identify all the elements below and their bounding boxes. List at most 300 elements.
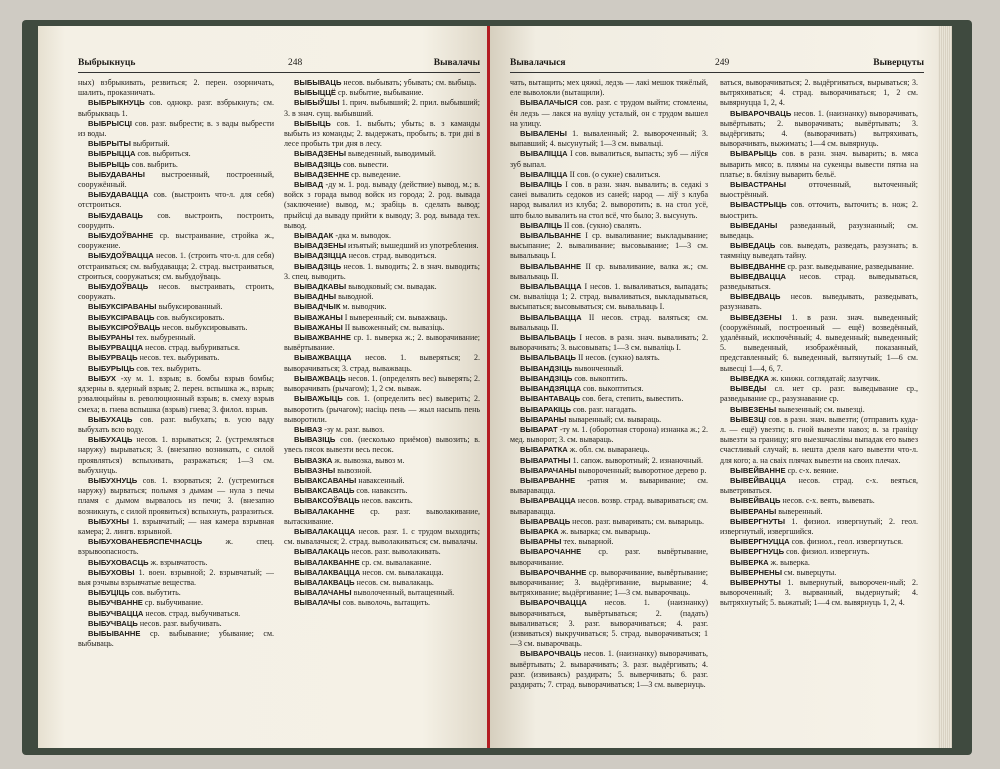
dictionary-entry	[510, 374, 708, 384]
definition: II несов. (сукно) валять.	[577, 353, 660, 363]
definition: выстроенный, построенный, сооружённый.	[78, 169, 274, 190]
headword: ВЫВЕДАНЫ	[730, 220, 778, 230]
definition: II вывоженный; см. вывазіць.	[344, 322, 445, 332]
headword: ВЫБУЧВАЦЦА	[88, 608, 144, 618]
running-head-right: Вывалачы	[433, 58, 480, 68]
definition: ср. с-х. веяние.	[787, 465, 839, 475]
dictionary-entry	[510, 221, 708, 231]
definition: несов. разг. вываривать; см. выварыць.	[572, 516, 704, 526]
dictionary-entry	[720, 180, 918, 200]
dictionary-entry	[284, 180, 480, 231]
definition: ж. книжн. соглядатай; лазутчик.	[771, 373, 881, 383]
dictionary-entry	[510, 98, 708, 129]
dictionary-entry	[284, 486, 480, 496]
definition: -дка м. выводок.	[335, 231, 392, 241]
definition: II ср. вываливание, валка ж.; см. вывальваць II.	[510, 261, 708, 281]
definition: ср. выстраивание, стройка ж., сооружение.	[78, 231, 274, 251]
open-book	[32, 26, 960, 748]
headword: ВЫВАЛЬВАННЕ	[520, 231, 582, 241]
headword: ВЫБУДОЎВАЦЦА	[88, 251, 154, 261]
dictionary-entry	[78, 598, 274, 608]
headword: ВЫБУДАВАНЫ	[88, 169, 145, 179]
headword: ВЫВЕРГНУЦЬ	[730, 547, 785, 557]
headword: ВЫВАЛЕНЫ	[520, 129, 567, 139]
headword: ВЫБУДАВАЦЦА	[88, 190, 149, 200]
headword: ВЫВАНДЗЯЦЦА	[520, 384, 582, 394]
dictionary-entry	[510, 425, 708, 445]
headword: ВЫВАРАТ	[520, 424, 558, 434]
column-2	[284, 78, 480, 738]
definition: сов. 1. выбыть; убыть; в. з каманды выбыть из команды; 2. выдержать, пробыть; в. три дні в лесе пробыть три дня в лесу.	[284, 118, 480, 149]
headword: ВЫВАДЗЕННЕ	[294, 169, 350, 179]
definition: сов. (несколько приёмов) вывозить; в. увесь пясок вывезти весь песок.	[284, 435, 480, 455]
definition: ср. выбывание; убывание; см. выбываць.	[78, 628, 274, 649]
headword: ВЫБУХОВАНЕБЯСПЕЧНАСЦЬ	[88, 537, 203, 547]
dictionary-entry	[284, 251, 480, 261]
dictionary-entry	[284, 282, 480, 292]
definition: несов. выбуксировывать.	[162, 322, 248, 332]
definition: -ту м. 1. (оборотная сторона) изнанка ж.; 2. мед. выворот; 3. см. вывараць.	[510, 424, 708, 445]
dictionary-entry	[720, 272, 918, 292]
dictionary-entry	[510, 496, 708, 516]
dictionary-entry	[78, 170, 274, 190]
definition: несов. с-х. веять, вывевать.	[782, 496, 875, 506]
headword: ВЫВАНДЗІЦЬ	[520, 363, 573, 373]
definition: сов. выбрить.	[131, 159, 178, 169]
headword: ВЫВАЖАНЫ	[294, 312, 343, 322]
running-head-left: Выбрыкнуць	[78, 58, 136, 68]
headword: ВЫВЕЙВАЦЦА	[730, 475, 787, 485]
headword: ВЫВАРКА	[520, 526, 559, 536]
definition: несов. страд. выведываться, разведываться.	[720, 271, 918, 292]
headword: ВЫБУРВАЦЦА	[88, 343, 144, 353]
dictionary-entry	[78, 190, 274, 210]
headword: ВЫБЫВАННЕ	[88, 628, 141, 638]
dictionary-entry	[510, 149, 708, 169]
dictionary-entry	[510, 180, 708, 221]
definition: выверенный.	[778, 506, 823, 516]
definition: II несов. страд. валяться; см. вывальваць II.	[510, 312, 708, 332]
dictionary-entry	[78, 588, 274, 598]
definition: сов. 1. взорваться; 2. (устремиться наружу) вырваться; полымя з дымам — нула з печы пламя с дымом вырвалось из печи; 3. (внезапно возникнуть, с силой проявиться) вспыхнуть, разразиться.	[78, 475, 274, 516]
definition: вываренный; см. вывараць.	[568, 414, 662, 424]
definition: ср. 1. выверка ж.; 2. выворачивание; вывёртывание.	[284, 333, 480, 353]
headword: ВЫВАКСАВАНЫ	[294, 475, 357, 485]
definition: I ср. вываливание; выкладывание; высыпание; 2. вываливание; высовывание; 1—3 см. вывальваць I.	[510, 231, 708, 261]
definition: м. выводчик.	[342, 302, 387, 312]
headword: ВЫВЕРКА	[730, 557, 769, 567]
definition: разведанный, разузнанный; см. выведаць.	[720, 220, 918, 241]
headword: ВЫВАЛАКАЦЦА	[294, 526, 356, 536]
headword: ВЫВЕДВАЦЬ	[730, 292, 781, 302]
headword: ВЫВАЛЬВАЦЬ	[520, 333, 576, 343]
definition: сов. физиол. извергнуть.	[786, 547, 870, 557]
left-page-body	[78, 78, 480, 738]
definition: сов. (выстроить что-л. для себя) отстроиться.	[78, 190, 274, 210]
dictionary-entry	[510, 282, 708, 313]
definition: несов. страд. выбучиваться.	[145, 608, 241, 618]
dictionary-entry	[510, 353, 708, 363]
definition: несов. разг. выбучивать.	[139, 618, 222, 628]
definition: -зу м. разг. вывоз.	[324, 424, 385, 434]
dictionary-entry	[284, 333, 480, 353]
definition: I несов. 1. вываливаться, выпадать; см. вываліцца 1; 2. страд. вываливаться, выкладываться, высыпаться; высовываться; см. вывальваць I.	[510, 282, 708, 312]
headword: ВЫБУХОВЫ	[88, 567, 135, 577]
dictionary-entry	[720, 384, 918, 404]
dictionary-entry	[78, 231, 274, 251]
column-2	[720, 78, 918, 738]
headword: ВЫБУРАНЫ	[88, 333, 134, 343]
dictionary-entry	[720, 466, 918, 476]
definition: вывонченный.	[574, 363, 624, 373]
definition: несов. выведывать, разведывать, разузнавать.	[720, 292, 918, 312]
definition: сов. 1. (определить вес) выверить; 2. выворотить (рычагом); насіць пень — жыл насыпь пень выворотили.	[284, 394, 480, 424]
definition: несов. см. вывалакацца.	[362, 567, 444, 577]
definition: ж. выварка; см. выварыць.	[560, 526, 651, 536]
left-page-header	[78, 56, 480, 73]
dictionary-entry	[720, 221, 918, 241]
dictionary-entry	[720, 476, 918, 496]
definition: ср. разг. вывёртывание, выворачивание.	[510, 547, 708, 567]
dictionary-entry	[78, 353, 274, 363]
dictionary-entry	[284, 476, 480, 486]
headword: ВЫВЕДЗЕНЫ	[730, 312, 782, 322]
headword: ВЫБУРВАЦЬ	[88, 353, 138, 363]
dictionary-entry	[284, 466, 480, 476]
headword: ВЫВЕДЫ	[730, 384, 767, 394]
definition: несов. ваксить.	[361, 496, 413, 506]
headword: ВЫВАЛЬВАЦЦА	[520, 312, 582, 322]
definition: ж. спец. взрывоопасность.	[78, 537, 274, 557]
dictionary-entry	[78, 343, 274, 353]
definition: несов. тех. выбуривать.	[139, 353, 220, 363]
dictionary-entry	[78, 629, 274, 649]
headword: ВЫВАЖВАЦЦА	[294, 353, 352, 363]
headword: ВЫВАРОЧВАЦЦА	[520, 598, 587, 608]
dictionary-entry	[284, 527, 480, 547]
dictionary-entry	[720, 415, 918, 466]
definition: ныx) взбрыкивать, резвиться; 2. перен. озорничать, шалить, проказничать.	[78, 78, 274, 98]
dictionary-entry	[284, 262, 480, 282]
definition: выволоченный, вытащенный.	[353, 588, 455, 598]
headword: ВЫВЕДАЦЬ	[730, 241, 776, 251]
dictionary-entry	[510, 405, 708, 415]
headword: ВЫБУРЫЦЬ	[88, 363, 135, 373]
headword: ВЫВАРАЧАНЫ	[520, 465, 577, 475]
headword: ВЫВЕЗЕНЫ	[730, 404, 777, 414]
headword: ВЫВАНДЗІЦЬ	[520, 373, 573, 383]
dictionary-entry	[78, 323, 274, 333]
dictionary-entry	[720, 241, 918, 261]
headword: ВЫБУКСІРАВАНЫ	[88, 302, 157, 312]
dictionary-entry	[284, 98, 480, 118]
dictionary-entry	[284, 231, 480, 241]
definition: ср. разг. выволакивание, вытаскивание.	[284, 506, 480, 526]
definition: II сов. (сукно) свалять.	[564, 220, 642, 230]
dictionary-entry	[284, 507, 480, 527]
definition: несов. 1. (наизнанку) выворачивать, вывёртывать; 2. выварачивать; 3. разг. выдёргивать; 4. разг. (извиваясь) раздирать; 5. выверчивать; 6. разг. раздирать; 7. страд. выворачиваться; 1—3 см. вывернуць.	[510, 649, 708, 689]
definition: выбуксированный.	[158, 302, 223, 312]
dictionary-entry	[720, 568, 918, 578]
headword: ВЫВАДАК	[294, 231, 334, 241]
definition: сов. выкоптить.	[574, 373, 628, 383]
dictionary-entry	[284, 313, 480, 323]
dictionary-entry	[78, 537, 274, 557]
headword: ВЫВАДЗЕНЫ	[294, 149, 347, 159]
headword: ВЫВАЗ	[294, 424, 323, 434]
headword: ВЫВАРВАЦЦА	[520, 496, 576, 506]
dictionary-entry	[510, 333, 708, 353]
headword: ВЫВЕЙВАННЕ	[730, 465, 786, 475]
dictionary-entry	[510, 598, 708, 649]
headword: ВЫВАЛАКВАЦЬ	[294, 577, 355, 587]
dictionary-entry	[284, 374, 480, 394]
definition: несов. 1. (наизнанку) выворачивать, вывёртывать; 2. выворачивать; вывёртывать; 3. выдёргивать; 4. (выворачивать) вытряхивать, выворачивать, выжимать; 1—4 см. вывярнуць.	[720, 108, 918, 149]
headword: ВЫБУДОЎВАННЕ	[88, 231, 154, 241]
dictionary-entry	[284, 568, 480, 578]
dictionary-entry	[284, 170, 480, 180]
headword: ВЫВАЛІЦЬ	[520, 180, 563, 190]
headword: ВЫВАЛАЧЫСЯ	[520, 98, 578, 108]
definition: вывезенный; см. вывезці.	[778, 404, 865, 414]
headword: ВЫБЫВАЦЬ	[294, 78, 342, 87]
definition: 1. воен. взрывной; 2. взрывчатый; — выя рэчывы взрывчатые вещества.	[78, 567, 274, 587]
definition: ср. выворачивание, вывёртывание; выворачивание; 3. выдёргивание, вырывание; 4. вытряхивание; выдёргивание; 1—3 см. выварочваць.	[510, 567, 708, 598]
headword: ВЫВАРОЧВАЦЬ	[520, 649, 582, 659]
definition: сов. выкоптиться.	[583, 384, 644, 394]
definition: чать, вытащить; мех цяжкі, ледзь — лакі мешок тяжёлый, еле выволокли (вытащили).	[510, 78, 708, 98]
headword: ВЫВАРОЧВАННЕ	[520, 567, 587, 577]
dictionary-entry	[720, 558, 918, 568]
headword: ВЫБУКСІРАВАЦЬ	[88, 312, 155, 322]
dictionary-entry	[284, 323, 480, 333]
headword: ВЫВАРВАННЕ	[520, 475, 576, 485]
definition: несов. 1. (наизнанку) выворачиваться, вывёртываться; 2. (падать) вываливаться; 3. разг. выворачиваться; 4. разг. (извиваться) выкручиваться; 5. страд. выворачиваться; 1—3 см. выварочваць.	[510, 598, 708, 649]
dictionary-entry	[510, 364, 708, 374]
dictionary-entry	[78, 568, 274, 588]
headword: ВЫБРЫСЦІ	[88, 118, 133, 128]
definition: 1. вываленный; 2. вывороченный; 3. выпавший; 4. высунутый; 1—3 см. вывальці.	[510, 129, 708, 149]
headword: ВЫВАЗКА	[294, 455, 333, 465]
headword: ВЫВАЛІЦЦА	[520, 149, 568, 159]
dictionary-entry	[510, 547, 708, 567]
definition: выводной.	[338, 292, 374, 302]
headword: ВЫВЕДКА	[730, 373, 769, 383]
definition: выбритый.	[132, 139, 170, 149]
headword: ВЫВАДЗІЦЬ	[294, 159, 342, 169]
dictionary-entry	[284, 394, 480, 425]
definition: -ратня м. вываривание; см. вываравацца.	[510, 475, 708, 496]
headword: ВЫБУЧВАЦЬ	[88, 618, 138, 628]
headword: ВЫВАЛАКАЦЬ	[294, 547, 350, 557]
definition: ж. обл. см. вываранець.	[569, 445, 650, 455]
headword: ВЫБУЦІЦЬ	[88, 588, 130, 598]
headword: ВЫВАДЗЕНЫ	[294, 241, 347, 251]
dictionary-entry	[510, 170, 708, 180]
headword: ВЫВАДЧЫК	[294, 302, 341, 312]
dictionary-entry	[78, 302, 274, 312]
headword: ВЫВЕДВАННЕ	[730, 261, 786, 271]
running-head-right: Выверцуты	[873, 58, 924, 68]
definition: 1. в разн. знач. выведенный; (сооружённый, построенный — ещё) возведённый, удалённый, исключённый; 4. выведенный; выведенный; 5. выведенный, изображённый, показанный, представленный; 6. выведенный, вытянутый; 1—6 см. вывесці 1—4, 6, 7.	[720, 312, 918, 373]
headword: ВЫБЫЦЬ	[294, 118, 331, 128]
dictionary-entry	[720, 405, 918, 415]
definition: сов. выбутить.	[131, 588, 181, 598]
dictionary-entry	[284, 558, 480, 568]
headword: ВЫБУХАЦЬ	[88, 435, 133, 445]
dictionary-entry	[510, 129, 708, 149]
dictionary-entry	[284, 88, 480, 98]
dictionary-entry	[720, 547, 918, 557]
dictionary-entry	[78, 251, 274, 282]
dictionary-entry	[510, 231, 708, 262]
dictionary-entry	[284, 353, 480, 373]
dictionary-entry	[720, 292, 918, 312]
dictionary-entry	[78, 313, 274, 323]
dictionary-entry	[284, 302, 480, 312]
headword: ВЫВАСТРЫЦЬ	[730, 200, 787, 210]
headword: ВЫБУХ	[88, 373, 116, 383]
headword: ВЫБУХНЫ	[88, 516, 129, 526]
headword: ВЫВЕЗЦІ	[730, 414, 766, 424]
headword: ВЫВЕРНЕНЫ	[730, 567, 782, 577]
definition: несов. разг. выволакивать.	[351, 547, 441, 557]
definition: 1. вывернутый, выворочен-ный; 2. вывороченный; 3. вырванный, выдернутый; 4. вытряхнутый; 5. выжатый; 1—4 см. вывярнуць 1, 2, 4.	[720, 577, 918, 608]
definition: несов. страд. с-х. веяться, выветриваться.	[720, 475, 918, 496]
headword: ВЫБРЫЦЬ	[88, 159, 130, 169]
dictionary-entry	[78, 282, 274, 302]
column-1	[78, 78, 274, 738]
definition: ср. выведение.	[351, 169, 401, 179]
definition: несов. страд. выбуриваться.	[145, 343, 240, 353]
definition: сов. физиол., геол. извергнуться.	[791, 537, 904, 547]
headword: ВЫВАЛАКВАННЕ	[294, 557, 360, 567]
definition: II сов. (о сукне) свалиться.	[569, 169, 661, 179]
dictionary-entry	[78, 517, 274, 537]
definition: несов. 1. выверяться; 2. выворачиваться; 3. страд. выважваць.	[284, 353, 480, 373]
headword: ВЫВАЛЬВАННЕ	[520, 261, 582, 271]
dictionary-entry	[510, 456, 708, 466]
dictionary-entry	[720, 517, 918, 537]
definition: несов. страд. выводиться.	[348, 251, 437, 261]
headword: ВЫВАРВАЦЬ	[520, 516, 571, 526]
dictionary-entry	[284, 496, 480, 506]
headword: ВЫВАДНЫ	[294, 292, 337, 302]
headword: ВЫВАДЗІЦЬ	[294, 261, 342, 271]
dictionary-entry	[78, 78, 274, 98]
headword: ВЫБУХАЦЬ	[88, 414, 133, 424]
definition: 1. физиол. извергнутый; 2. геол. извергнутый, извергшийся.	[720, 516, 918, 536]
headword: ВЫВАЗІЦЬ	[294, 435, 336, 445]
dictionary-entry	[720, 507, 918, 517]
headword: ВЫВАКСАВАЦЬ	[294, 486, 355, 496]
headword: ВЫВЕРАНЫ	[730, 506, 777, 516]
headword: ВЫВАДКАВЫ	[294, 282, 347, 292]
definition: несов. 1. (строить что-л. для себя) отстраиваться; см. выбудавацца; 2. страд. выстраиваться, строиться, сооружаться; см. выбудоўваць.	[78, 251, 274, 281]
headword: ВЫВАЛАКВАЦЦА	[294, 567, 361, 577]
headword: ВЫВЕЙВАЦЬ	[730, 496, 781, 506]
definition: тех. выварной.	[563, 537, 614, 547]
definition: несов. 1. взрываться; 2. (устремляться наружу) вырываться; 3. (внезапно возникать, с силой проявляться) вспыхивать, разражаться; 1—3 см. выбухнуць.	[78, 435, 274, 475]
headword: ВЫВАЛЬВАЦЦА	[520, 282, 582, 292]
headword: ВЫВАЛІЦЦА	[520, 169, 568, 179]
definition: ваться, выворачиваться; 2. выдёргиваться, вырываться; 3. вытряхиваться; 4. страд. выворачиваться; 1, 2 см. вывярнуцца 1, 2, 4.	[720, 78, 918, 108]
headword: ВЫВАНТАВАЦЬ	[520, 394, 581, 404]
dictionary-entry	[720, 578, 918, 609]
definition: сов. выведать, разведать, разузнать; в. таямніцу выведать тайну.	[720, 241, 918, 261]
definition: ср. выбучивание.	[144, 598, 203, 608]
dictionary-entry	[78, 619, 274, 629]
dictionary-entry	[510, 476, 708, 496]
definition: I сов. вывалиться, выпасть; зуб — ліўся зуб выпал.	[510, 149, 708, 169]
dictionary-entry	[510, 568, 708, 599]
headword: ВЫВАЗНЫ	[294, 465, 336, 475]
headword: ВЫВАРАКІЦЬ	[520, 404, 572, 414]
dictionary-entry	[284, 425, 480, 435]
dictionary-entry	[510, 537, 708, 547]
dictionary-entry	[284, 435, 480, 455]
headword: ВЫВАДЗІЦЦА	[294, 251, 347, 261]
definition: сов. в разн. знач. выварить; в. мяса выварить мясо; в. плямы на сукенцы вывести пятна на платье; в. бялізну выварить бельё.	[720, 149, 918, 179]
headword: ВЫБРЫЦЦА	[88, 149, 136, 159]
headword: ВЫБРЫКНУЦЬ	[88, 98, 145, 108]
right-page-header	[510, 56, 924, 73]
definition: сов. бега, степить, вывестить.	[582, 394, 684, 404]
definition: ж. выверка.	[770, 557, 810, 567]
headword: ВЫВЕРГНУЦЦА	[730, 537, 790, 547]
definition: несов. 1. выводить; 2. в знач. выводить; 3. спец. выводить.	[284, 261, 480, 281]
dictionary-entry	[78, 119, 274, 139]
headword: ВЫВАЛАКАННЕ	[294, 506, 355, 516]
definition: сов. выстроить, построить, соорудить.	[78, 210, 274, 230]
definition: -ху м. 1. взрыв; в. бомбы взрыв бомбы; ядзерны в. ядерный взрыв; 2. перен. вспышка ж., взрыв; рэвалюцыйны в. революционный взрыв; в. смеху взрыв смеха; в. гнева вспышка (взрыв) гнева; 3. филол. взрыв.	[78, 373, 274, 414]
definition: отточенный, выточенный; выострённый.	[720, 180, 918, 200]
definition: ж. вывозка, вывоз м.	[334, 455, 405, 465]
dictionary-entry	[78, 558, 274, 568]
headword: ВЫБУДОЎВАЦЬ	[88, 282, 149, 292]
dictionary-entry	[510, 78, 708, 98]
definition: см. выверцуты.	[784, 567, 837, 577]
definition: I сов. в разн. знач. вывалить; в. седакі з санеі вывалить седоков из саней; народ — ліў з клуба народ вывалил из клуба; 2. выворотить; в. на стол усё, што было вывалить на стол всё, что было; 3. высунуть.	[510, 180, 708, 220]
dictionary-entry	[78, 609, 274, 619]
dictionary-entry	[284, 598, 480, 608]
dictionary-entry	[510, 527, 708, 537]
definition: ср. разг. выведывание, разведывание.	[787, 261, 914, 271]
definition: несов. разг. 1. с трудом выходить; см. вывалачыся; 2. страд. выволакиваться; см. вывалачы.	[284, 526, 480, 547]
definition: тех. выбуренный.	[135, 333, 196, 343]
dictionary-entry	[720, 496, 918, 506]
column-1	[510, 78, 708, 738]
dictionary-entry	[720, 262, 918, 272]
definition: -ду м. 1. род. вываду (действие) вывод, м.; в. войск з горада вывод войск из города; 2. род. вывада (заключение) вывод, м.; зрабіць в. сделать вывод; прыйсці да вываду прийти к выводу; 3. род. вывада тех. вывод.	[284, 180, 480, 230]
dictionary-entry	[284, 456, 480, 466]
definition: несов. выбывать; убывать; см. выбыць.	[343, 78, 477, 87]
right-page-body	[510, 78, 924, 738]
dictionary-entry	[78, 160, 274, 170]
definition: сов. однокр. разг. взбрыкнуть; см. выбрыкваць 1.	[78, 98, 274, 118]
headword: ВЫБУХНУЦЬ	[88, 475, 138, 485]
definition: несов. см. вывалакаць.	[356, 577, 434, 587]
running-head-left: Вывалачыся	[510, 58, 566, 68]
definition: ср. выбытие, выбывание.	[338, 88, 424, 98]
page-number: 248	[288, 58, 303, 68]
headword: ВЫВАЛЬВАЦЬ	[520, 353, 576, 363]
headword: ВЫВАРНЫ	[520, 537, 562, 547]
headword: ВЫБЫЎШЫ	[294, 98, 340, 108]
definition: несов. 1. (определять вес) выверять; 2. выворачивать (рычагом); 1, 2 см. вываж.	[284, 373, 480, 394]
dictionary-entry	[720, 200, 918, 220]
dictionary-entry	[510, 313, 708, 333]
